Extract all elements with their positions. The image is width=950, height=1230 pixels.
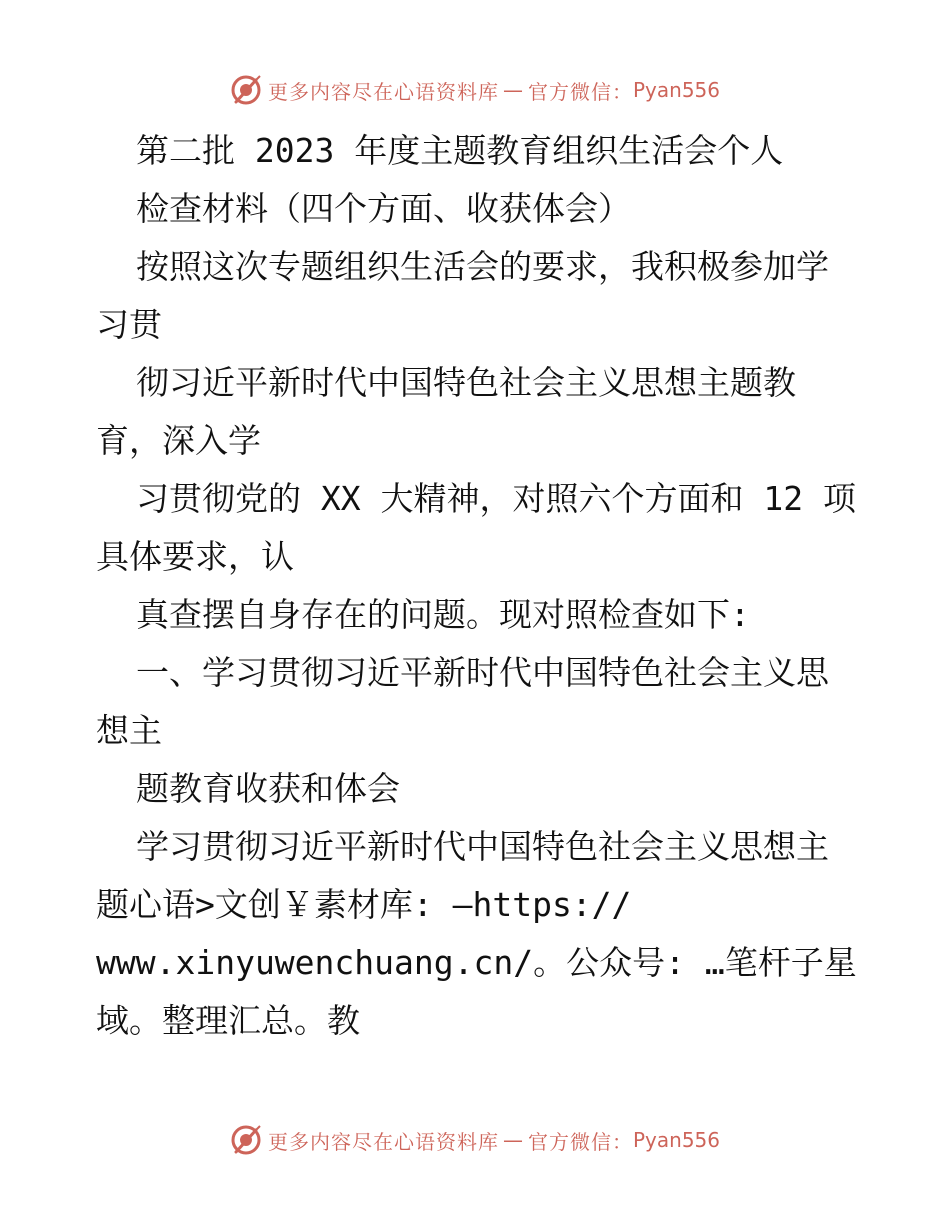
text-line: 按照这次专题组织生活会的要求，我积极参加学 [136,247,829,286]
text-line: 彻习近平新时代中国特色社会主义思想主题教 [136,363,796,402]
watermark-wechat-id: Pyan556 [632,1128,720,1152]
text-line: 题心语>文创￥素材库: —https:// [96,885,632,924]
text-line: 具体要求，认 [96,537,294,576]
text-line: 真查摆自身存在的问题。现对照检查如下: [136,595,750,634]
watermark-brand-text: 更多内容尽在心语资料库 [267,79,499,104]
quill-logo-icon [230,1124,262,1156]
watermark-brand-text: 更多内容尽在心语资料库 [267,1129,499,1154]
watermark-separator: — [502,78,524,102]
text-line: 题教育收获和体会 [136,769,400,808]
text-line: 习贯彻党的 XX 大精神，对照六个方面和 12 项 [136,479,856,518]
text-line: 育，深入学 [96,421,261,460]
text-line: 检查材料（四个方面、收获体会） [136,189,631,228]
text-line: 习贯 [96,305,162,344]
document-body [96,122,856,1050]
quill-logo-icon [230,74,262,106]
text-line: 学习贯彻习近平新时代中国特色社会主义思想主 [136,827,829,866]
header-watermark [0,68,950,112]
watermark-separator: — [502,1128,524,1152]
text-line: 想主 [96,711,162,750]
text-line: www.xinyuwenchuang.cn/。公众号: …笔杆子星 [96,943,857,982]
text-line: 第二批 2023 年度主题教育组织生活会个人 [136,131,784,170]
watermark-wechat-label: 官方微信： [527,1129,633,1154]
text-line: 一、学习贯彻习近平新时代中国特色社会主义思 [136,653,829,692]
watermark-wechat-id: Pyan556 [632,78,720,102]
footer-watermark [0,1118,950,1162]
text-line: 域。整理汇总。教 [96,1001,360,1040]
watermark-wechat-label: 官方微信： [527,79,633,104]
